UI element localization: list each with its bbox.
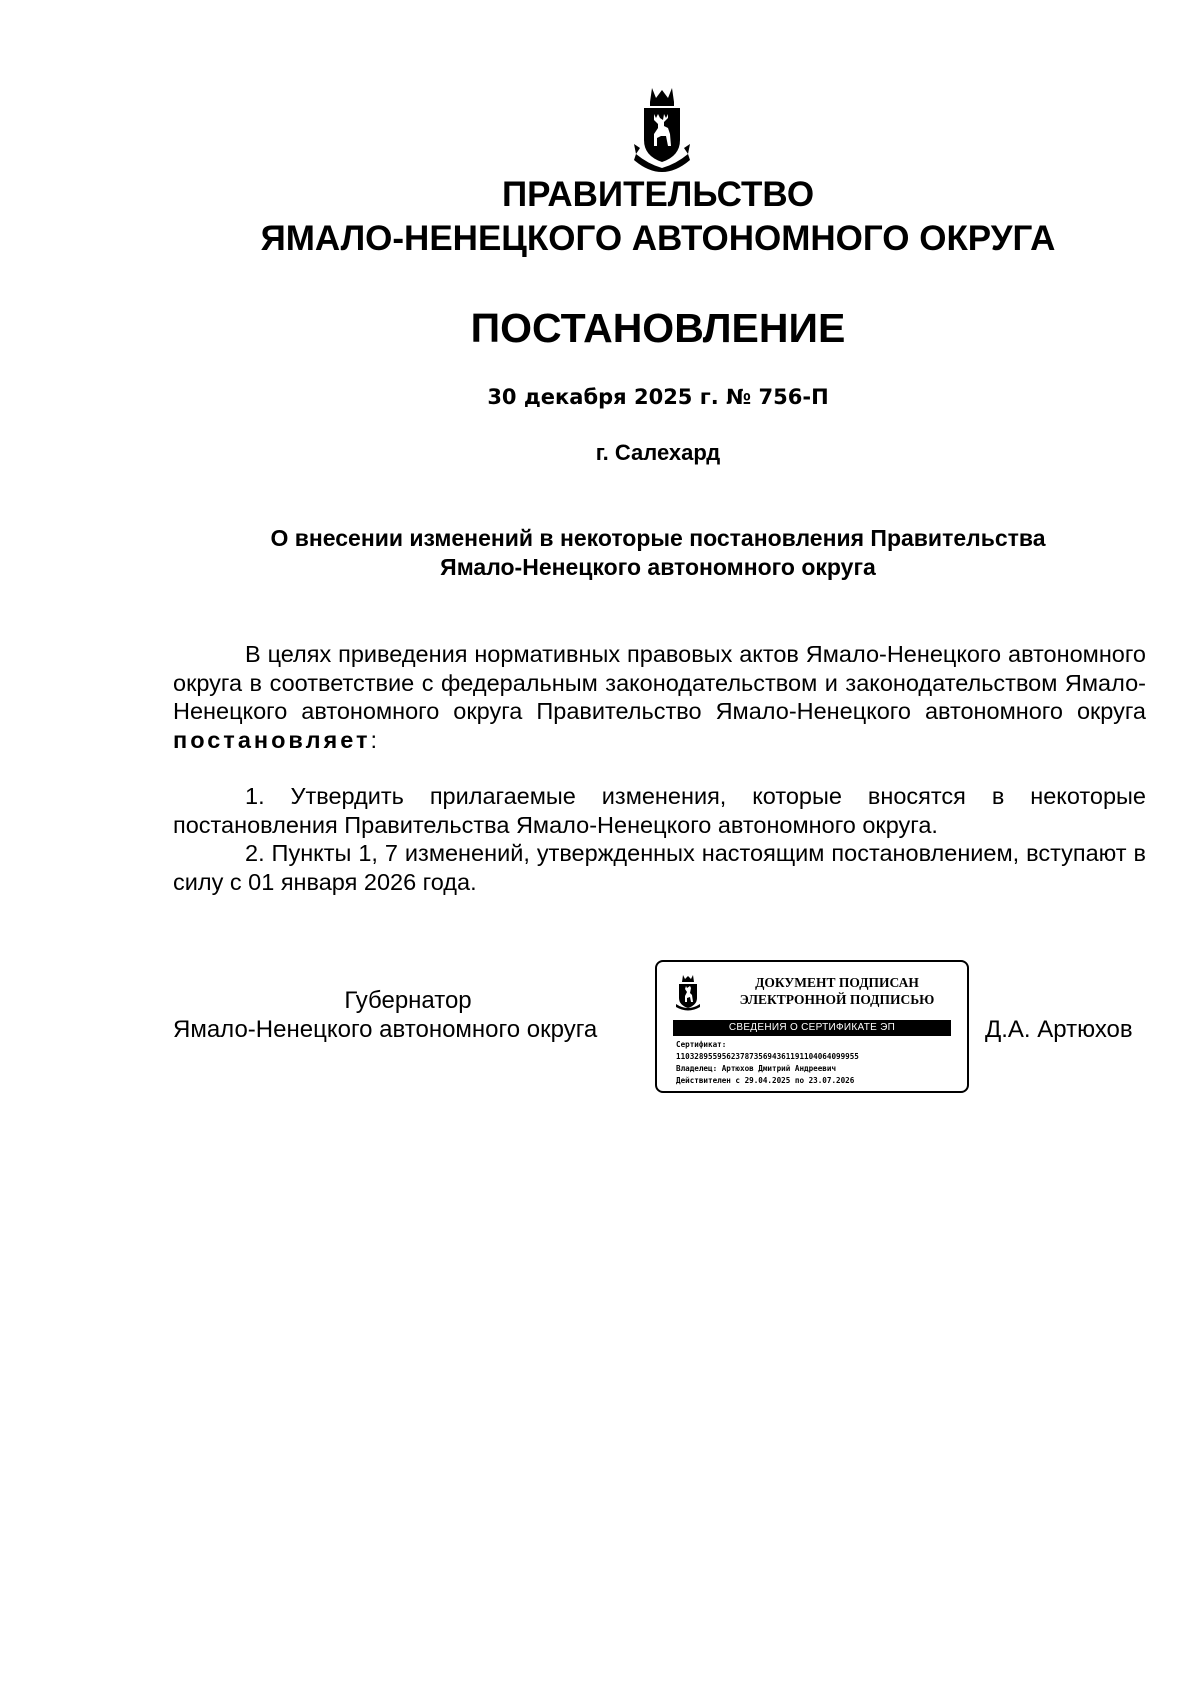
certificate-owner: Владелец: Артюхов Дмитрий Андреевич	[676, 1064, 837, 1073]
document-subject	[58, 524, 1200, 582]
date-and-number: 30 декабря 2025 г. № 756-П	[487, 385, 829, 409]
certificate-number: 1103289559562378735694361191104064099955	[676, 1052, 859, 1061]
point-1: 1. Утвердить прилагаемые изменения, которые вносятся в некоторые постановления Правительства Ямало-Ненецкого автономного округа.	[173, 783, 1146, 838]
electronic-signature-stamp	[655, 960, 969, 1093]
subject-line2: Ямало-Ненецкого автономного округа	[440, 554, 876, 580]
preamble-paragraph	[173, 640, 1146, 754]
signatory-name: Д.А. Артюхов	[985, 1016, 1133, 1043]
preamble-colon: :	[370, 726, 378, 753]
coat-of-arms-emblem	[630, 84, 694, 174]
point-2: 2. Пункты 1, 7 изменений, утвержденных настоящим постановлением, вступают в силу с 01 января 2026 года.	[173, 840, 1146, 895]
subject-line1: О внесении изменений в некоторые постановления Правительства	[270, 525, 1046, 551]
signatory-region: Ямало-Ненецкого автономного округа	[173, 1016, 598, 1043]
certificate-info-bar: СВЕДЕНИЯ О СЕРТИФИКАТЕ ЭП	[673, 1020, 951, 1036]
org-name-line2: ЯМАЛО-НЕНЕЦКОГО АВТОНОМНОГО ОКРУГА	[260, 219, 1056, 258]
signatory-title: Губернатор	[344, 987, 472, 1014]
stamp-emblem-icon	[675, 974, 701, 1012]
stamp-heading-line2: ЭЛЕКТРОННОЙ ПОДПИСЬЮ	[739, 992, 935, 1007]
resolution-points	[173, 782, 1146, 896]
city-name: г. Салехард	[595, 440, 721, 465]
preamble-keyword: постановляет	[173, 726, 371, 753]
stamp-heading-line1: ДОКУМЕНТ ПОДПИСАН	[755, 975, 919, 990]
preamble-text: В целях приведения нормативных правовых актов Ямало-Ненецкого автономного округа в соответствие с федеральным законодательством и законодательством Ямало-Ненецкого автономного округа Правительство Ямало-Ненецкого автономного округа	[173, 641, 1146, 724]
certificate-validity: Действителен с 29.04.2025 по 23.07.2026	[676, 1076, 855, 1085]
org-name-line1: ПРАВИТЕЛЬСТВО	[501, 175, 815, 214]
certificate-details	[676, 1039, 961, 1087]
certificate-label: Сертификат:	[676, 1040, 727, 1049]
stamp-heading	[717, 974, 957, 1008]
document-type-title: ПОСТАНОВЛЕНИЕ	[470, 305, 846, 351]
signatory-position	[173, 986, 643, 1044]
